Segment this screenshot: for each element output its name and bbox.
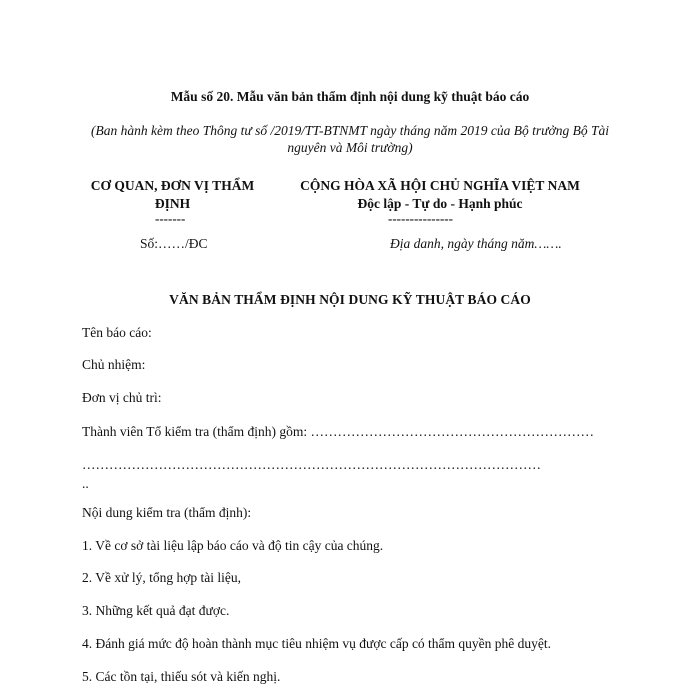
- lead-field: Chủ nhiệm:: [82, 357, 146, 372]
- republic-heading: [270, 177, 610, 213]
- members-field: Thành viên Tổ kiểm tra (thẩm định) gồm: ………………………………………………………: [82, 424, 594, 439]
- content-heading: Nội dung kiểm tra (thẩm định):: [82, 505, 252, 520]
- agency-name: CƠ QUAN, ĐƠN VỊ THẨM ĐỊNH: [90, 178, 255, 211]
- agency-divider: -------: [155, 211, 186, 226]
- list-item: 3. Những kết quả đạt được.: [82, 603, 230, 618]
- host-unit-field: Đơn vị chủ trì:: [82, 390, 162, 405]
- list-item: 2. Về xử lý, tổng hợp tài liệu,: [82, 570, 241, 585]
- list-item: 4. Đánh giá mức độ hoàn thành mục tiêu nhiệm vụ được cấp có thẩm quyền phê duyệt.: [82, 636, 552, 651]
- national-motto: Độc lập - Tự do - Hạnh phúc: [357, 196, 523, 211]
- report-name-field: Tên báo cáo:: [82, 325, 152, 340]
- place-date: Địa danh, ngày tháng năm…….: [390, 236, 562, 251]
- form-title: Mẫu số 20. Mẫu văn bản thẩm định nội dung kỹ thuật báo cáo: [170, 89, 530, 104]
- document-title: VĂN BẢN THẨM ĐỊNH NỘI DUNG KỸ THUẬT BÁO CÁO: [169, 292, 531, 307]
- members-continuation: …………………………………………………………………………………………: [82, 457, 541, 472]
- members-continuation-end: ..: [82, 476, 89, 491]
- motto-divider: ---------------: [388, 211, 453, 226]
- list-item: 5. Các tồn tại, thiếu sót và kiến nghị.: [82, 669, 281, 684]
- republic-name: CỘNG HÒA XÃ HỘI CHỦ NGHĨA VIỆT NAM: [300, 178, 580, 193]
- issued-note: (Ban hành kèm theo Thông tư số /2019/TT-BTNMT ngày tháng năm 2019 của Bộ trưởng Bộ Tài nguyên và Môi trường): [91, 123, 609, 155]
- list-item: 1. Về cơ sở tài liệu lập báo cáo và độ tin cậy của chúng.: [82, 538, 384, 553]
- document-number: Số:……/ĐC: [140, 236, 208, 251]
